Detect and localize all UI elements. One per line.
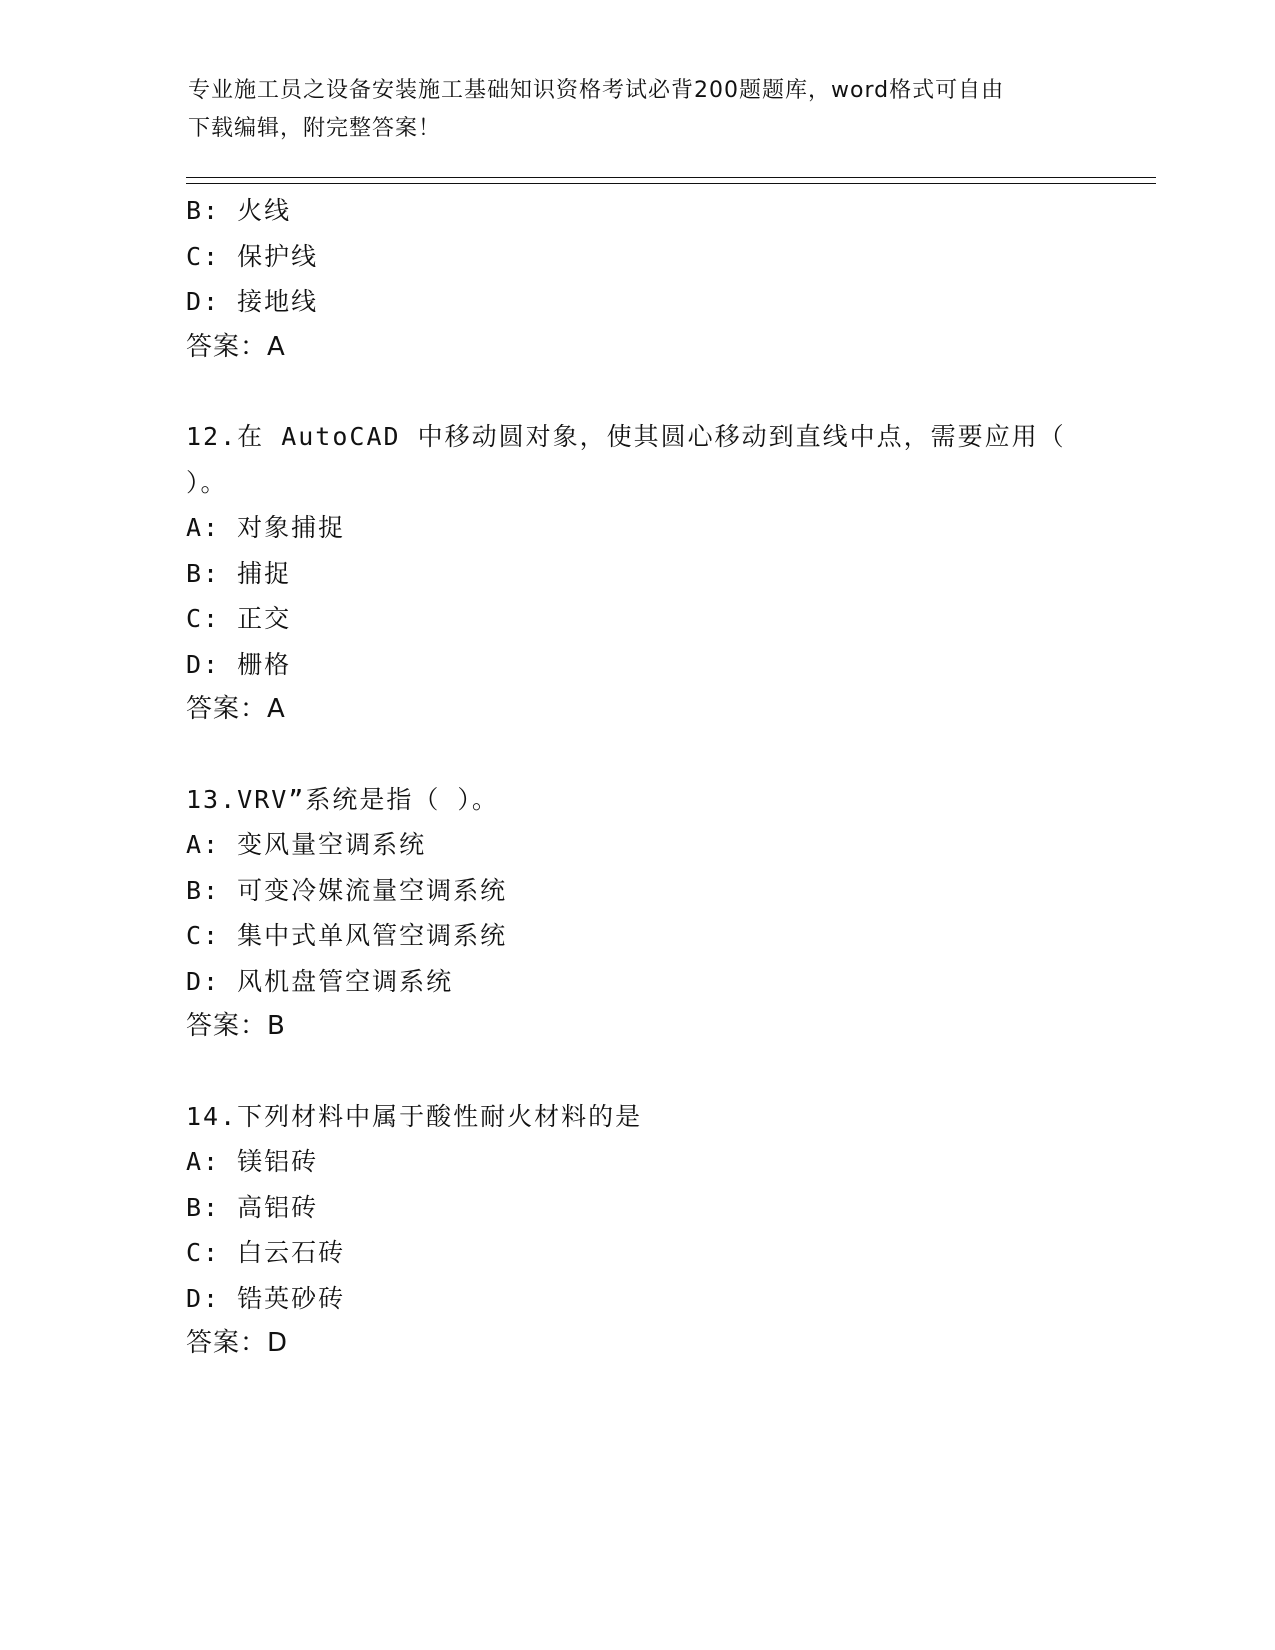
question-block-12	[186, 414, 1066, 733]
answer-line: 答案：B	[186, 1011, 286, 1041]
answer-line: 答案：A	[186, 331, 286, 362]
answer-line: 答案：D	[186, 1328, 289, 1358]
option-d: D: 锆英砂砖	[186, 1283, 346, 1313]
option-b: B: 可变冷媒流量空调系统	[186, 875, 508, 905]
option-a: A: 对象捕捉	[186, 513, 346, 542]
question-block-13	[186, 777, 1066, 1050]
option-b: B: 高铝砖	[186, 1192, 319, 1222]
option-c: C: 集中式单风管空调系统	[186, 921, 508, 950]
option-a: A: 镁铝砖	[186, 1147, 319, 1176]
document-header	[188, 72, 1088, 148]
option-a: A: 变风量空调系统	[186, 830, 427, 859]
option-d: D: 接地线	[186, 287, 319, 316]
option-c: C: 正交	[186, 604, 292, 633]
answer-line: 答案：A	[186, 694, 286, 724]
option-c: C: 白云石砖	[186, 1238, 346, 1267]
header-divider	[186, 177, 1156, 184]
question-block-11	[186, 188, 1066, 370]
question-text: 12.在 AutoCAD 中移动圆对象，使其圆心移动到直线中点，需要应用（	[186, 422, 1066, 451]
option-b: B: 捕捉	[186, 558, 292, 588]
option-d: D: 风机盘管空调系统	[186, 966, 454, 996]
question-block-14	[186, 1094, 1066, 1367]
option-c: C: 保护线	[186, 241, 319, 271]
question-text: 14.下列材料中属于酸性耐火材料的是	[186, 1101, 643, 1131]
header-line-1: 专业施工员之设备安装施工基础知识资格考试必背200题题库，word格式可自由	[188, 78, 1005, 103]
option-d: D: 栅格	[186, 649, 292, 679]
question-text-continued: ）。	[186, 467, 228, 497]
header-line-2: 下载编辑，附完整答案！	[188, 116, 442, 141]
option-b: B: 火线	[186, 196, 292, 225]
question-list	[186, 188, 1066, 1367]
question-text: 13.VRV”系统是指（ ）。	[186, 784, 499, 814]
